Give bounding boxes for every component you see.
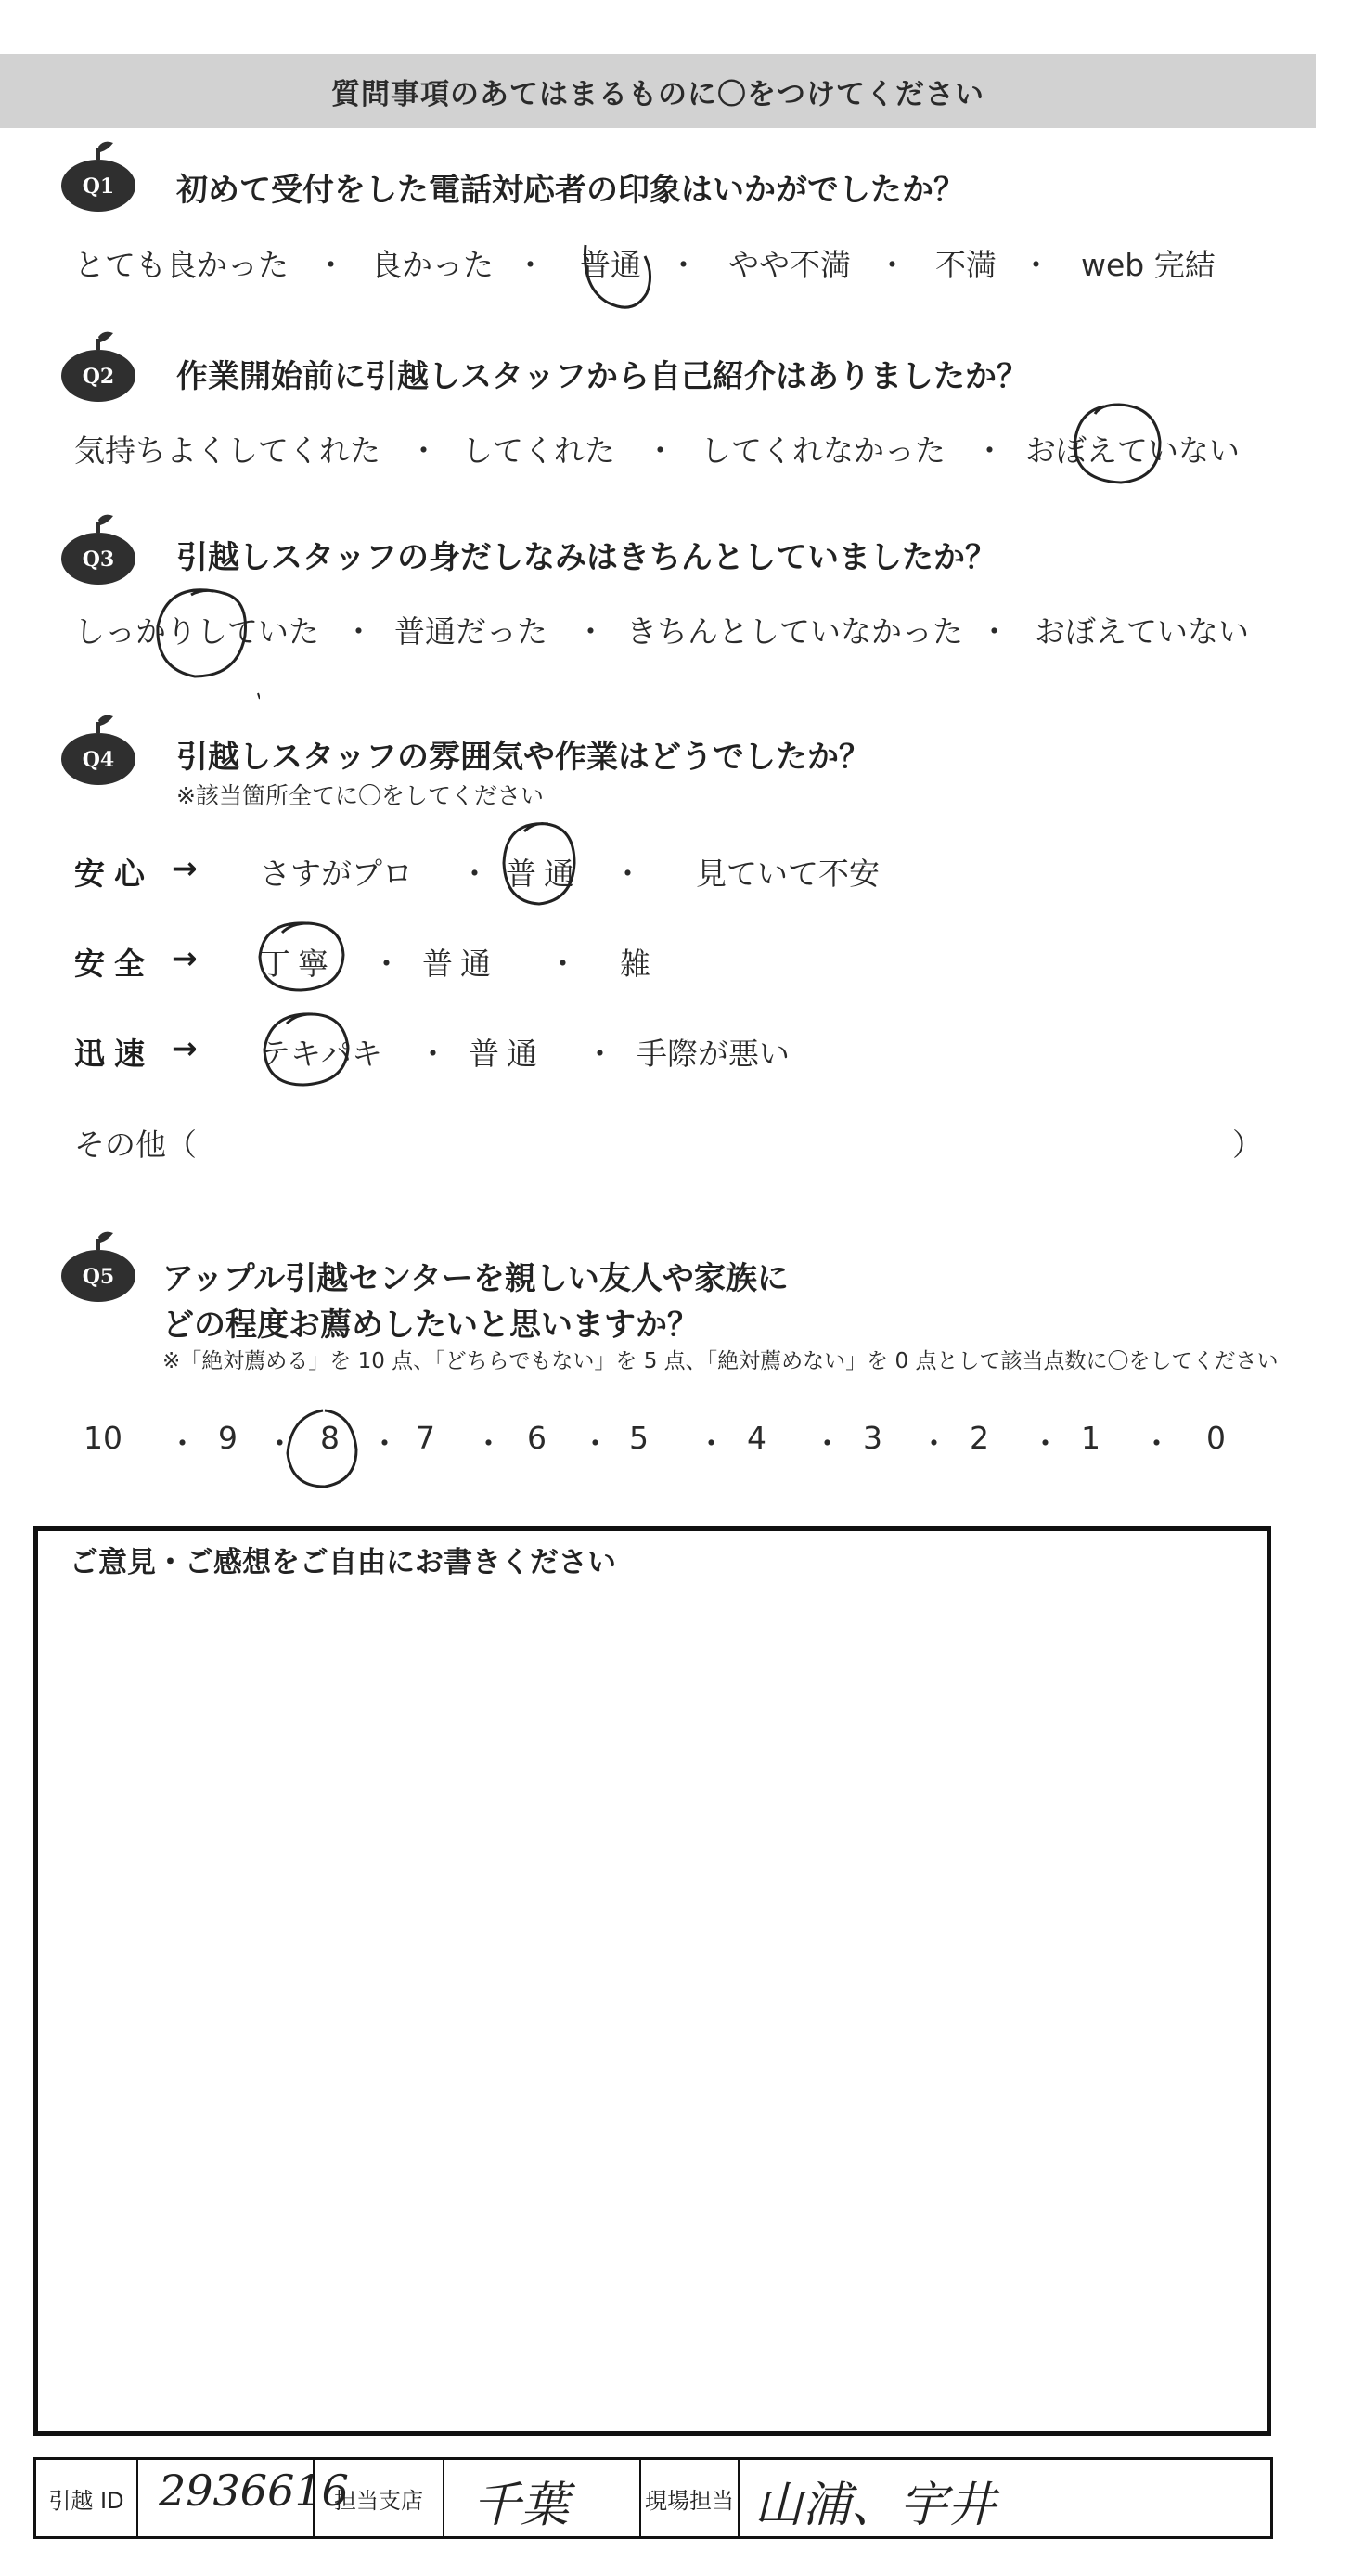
q4-other-field[interactable]	[241, 1114, 1225, 1160]
staff-value: 山浦、宇井	[754, 2478, 997, 2533]
q5-score-7[interactable]: 7	[416, 1420, 435, 1456]
separator: ・	[919, 1425, 949, 1462]
branch-label: 担当支店	[315, 2460, 444, 2536]
apple-badge-icon	[58, 713, 139, 787]
q1-option-slightly-dissatisfied[interactable]: やや不満	[728, 247, 851, 283]
q4-speed-option-clumsy[interactable]: 手際が悪い	[637, 1036, 790, 1072]
q5-score-3[interactable]: 3	[863, 1420, 882, 1456]
move-id-value: 2936616	[159, 2466, 349, 2516]
q2-option-did-not[interactable]: してくれなかった	[701, 432, 946, 469]
apple-badge-icon	[58, 139, 139, 213]
q1-option-web-complete[interactable]: web 完結	[1081, 247, 1216, 283]
separator: ・	[585, 1036, 615, 1072]
q4-relief-option-normal[interactable]: 普通	[506, 856, 582, 892]
q3-option-neat[interactable]: しっかりしていた	[74, 613, 319, 650]
q4-speed-option-normal[interactable]: 普通	[469, 1036, 545, 1072]
apple-badge-icon	[58, 1230, 139, 1304]
separator: ・	[473, 1425, 504, 1462]
q4-row-label-safety: 安全	[74, 946, 154, 982]
separator: ・	[645, 432, 676, 469]
separator: ・	[167, 1425, 198, 1462]
separator: ・	[369, 1425, 400, 1462]
branch-cell	[444, 2460, 641, 2536]
footer-table	[33, 2457, 1273, 2539]
q4-row-label-speed: 迅速	[74, 1036, 154, 1072]
separator: ・	[343, 613, 374, 650]
q4-question: 引越しスタッフの雰囲気や作業はどうでしたか？	[176, 739, 870, 776]
arrow-icon: →	[172, 850, 198, 886]
q1-badge-label: Q1	[82, 174, 115, 199]
q5-score-4[interactable]: 4	[747, 1420, 766, 1456]
separator: ・	[580, 1425, 611, 1462]
apple-badge-icon	[58, 329, 139, 404]
arrow-icon: →	[172, 940, 198, 976]
separator: ・	[418, 1036, 448, 1072]
comments-box	[33, 1526, 1271, 2436]
q5-score-scale	[84, 1420, 1243, 1466]
separator: ・	[877, 247, 907, 283]
separator: ・	[979, 613, 1010, 650]
q1-option-normal[interactable]: 普通	[580, 247, 641, 283]
separator: ・	[668, 247, 699, 283]
q5-score-10[interactable]: 10	[84, 1420, 122, 1456]
separator: ・	[1141, 1425, 1172, 1462]
instruction-title: 質問事項のあてはまるものに〇をつけてください	[331, 77, 984, 111]
comments-field[interactable]	[57, 1587, 1244, 2403]
q1-option-dissatisfied[interactable]: 不満	[935, 247, 997, 283]
staff-label: 現場担当	[641, 2460, 740, 2536]
q1-option-good[interactable]: 良かった	[371, 247, 494, 283]
q5-score-9[interactable]: 9	[218, 1420, 238, 1456]
instruction-header	[0, 54, 1316, 128]
arrow-icon: →	[172, 1030, 198, 1066]
q4-badge-label: Q4	[82, 748, 115, 772]
q2-option-did[interactable]: してくれた	[462, 432, 615, 469]
staff-cell	[740, 2460, 1270, 2536]
q1-option-very-good[interactable]: とても良かった	[74, 247, 289, 283]
q3-badge-label: Q3	[82, 547, 115, 572]
comments-title: ご意見・ご感想をご自由にお書きください	[70, 1546, 616, 1579]
q5-score-6[interactable]: 6	[527, 1420, 547, 1456]
separator: ・	[696, 1425, 727, 1462]
q4-relief-option-anxious[interactable]: 見ていて不安	[696, 856, 880, 892]
separator: ・	[408, 432, 439, 469]
move-id-label: 引越 ID	[36, 2460, 138, 2536]
q5-question-line2: どの程度お薦めしたいと思いますか？	[162, 1307, 699, 1344]
q4-speed-option-efficient[interactable]: テキパキ	[260, 1036, 382, 1072]
q5-score-1[interactable]: 1	[1081, 1420, 1100, 1456]
q2-question: 作業開始前に引越しスタッフから自己紹介はありましたか？	[176, 358, 1028, 395]
separator: ・	[575, 613, 606, 650]
separator: ・	[1030, 1425, 1061, 1462]
q5-score-2[interactable]: 2	[970, 1420, 989, 1456]
q4-other-label: その他（	[74, 1127, 197, 1163]
q2-option-dont-remember[interactable]: おぼえていない	[1025, 432, 1240, 469]
q5-score-0[interactable]: 0	[1206, 1420, 1226, 1456]
apple-badge-icon	[58, 512, 139, 586]
q4-note: ※該当箇所全てに〇をしてください	[176, 782, 544, 809]
q4-relief-option-pro[interactable]: さすがプロ	[260, 856, 413, 892]
separator: ・	[812, 1425, 843, 1462]
q2-option-gladly[interactable]: 気持ちよくしてくれた	[74, 432, 380, 469]
q5-score-5[interactable]: 5	[629, 1420, 649, 1456]
separator: ・	[459, 856, 490, 892]
q5-badge-label: Q5	[82, 1265, 115, 1289]
q4-safety-option-rough[interactable]: 雑	[620, 946, 650, 982]
q4-other-close: ）	[1232, 1127, 1263, 1163]
separator: ・	[315, 247, 346, 283]
q4-row-label-relief: 安心	[74, 856, 154, 892]
move-id-cell	[138, 2460, 349, 2536]
q1-question: 初めて受付をした電話対応者の印象はいかがでしたか？	[176, 172, 965, 209]
q5-question-line1: アップル引越センターを親しい友人や家族に	[162, 1260, 789, 1297]
separator: ・	[371, 946, 402, 982]
separator: ・	[1021, 247, 1051, 283]
q3-option-normal[interactable]: 普通だった	[394, 613, 547, 650]
separator: ・	[547, 946, 578, 982]
q3-option-dont-remember[interactable]: おぼえていない	[1035, 613, 1249, 650]
q5-note: ※「絶対薦める」を 10 点、「どちらでもない」を 5 点、「絶対薦めない」を 0 点として該当点数に〇をしてください	[162, 1349, 1279, 1373]
separator: ・	[515, 247, 546, 283]
q2-badge-label: Q2	[82, 365, 115, 389]
separator: ・	[612, 856, 643, 892]
branch-value: 千葉	[472, 2478, 570, 2533]
q3-question: 引越しスタッフの身だしなみはきちんとしていましたか？	[176, 539, 997, 576]
separator: ・	[264, 1425, 295, 1462]
q5-score-8[interactable]: 8	[320, 1420, 340, 1456]
q4-safety-option-normal[interactable]: 普通	[422, 946, 498, 982]
q3-option-not-neat[interactable]: きちんとしていなかった	[626, 613, 963, 650]
separator: ・	[974, 432, 1005, 469]
q4-safety-option-careful[interactable]: 丁寧	[260, 946, 336, 982]
